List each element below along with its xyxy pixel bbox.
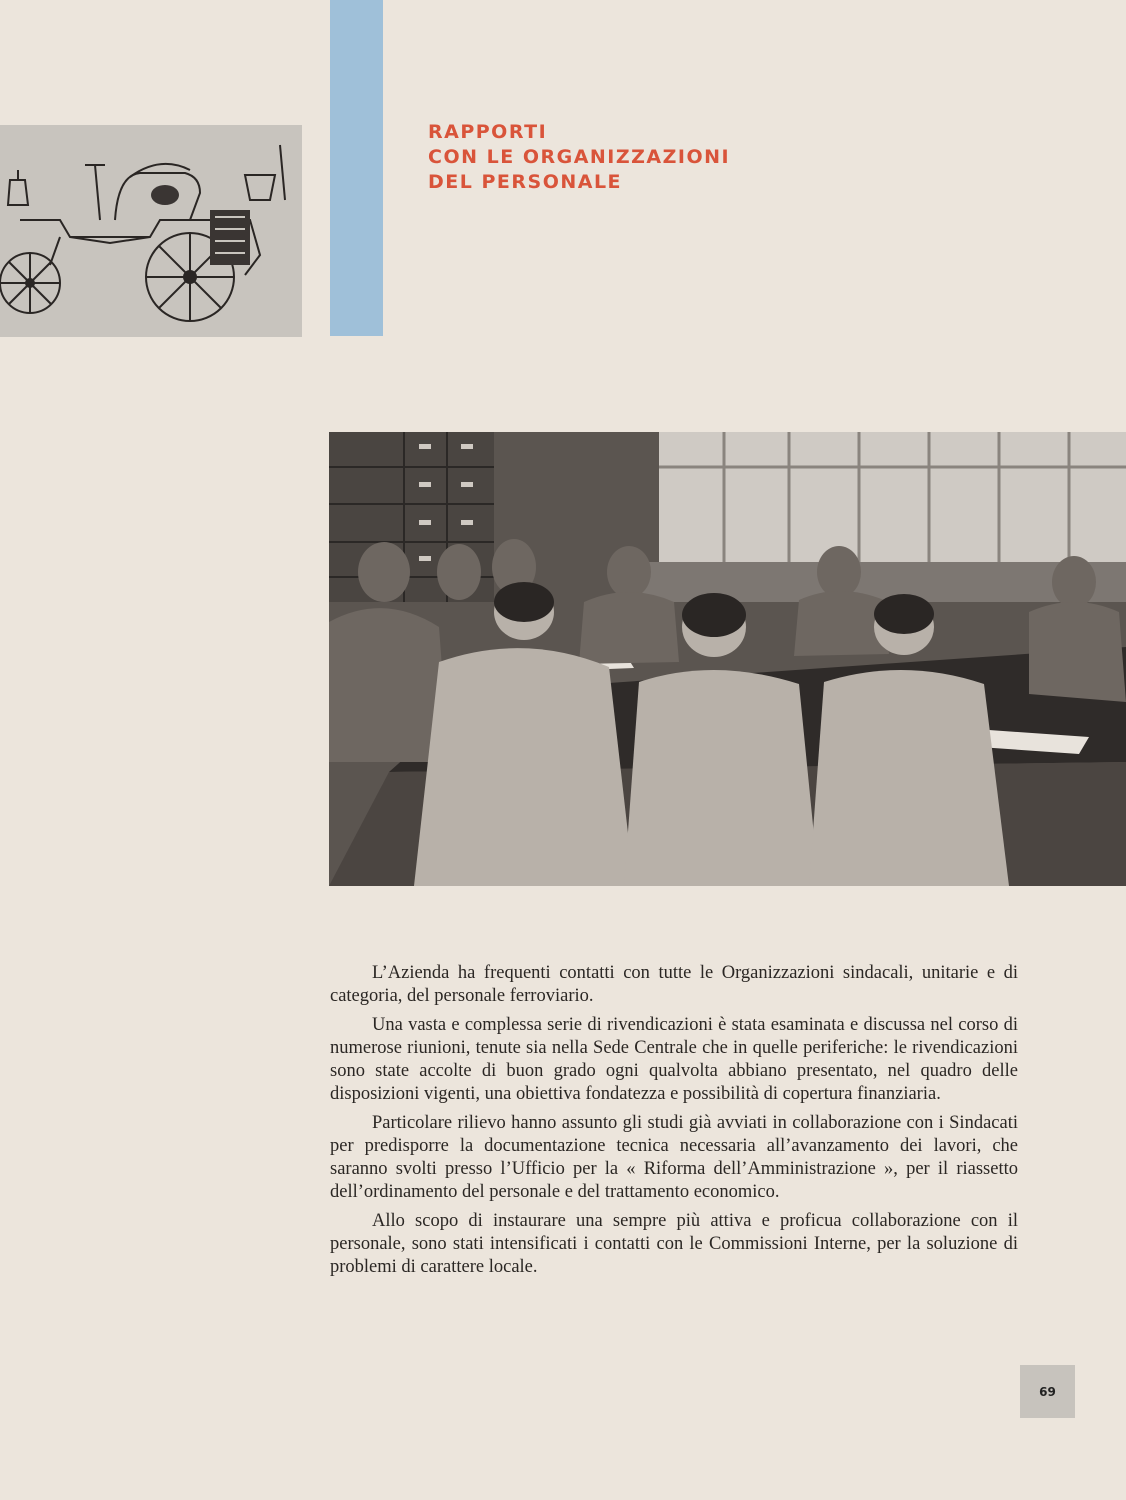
paragraph-1: L’Azienda ha frequenti contatti con tutte le Organizzazioni sindacali, unitarie e di categoria, del personale ferroviario. [330,963,1018,1006]
section-heading [428,120,848,195]
meeting-photograph [329,432,1126,886]
heading-line-2: CON LE ORGANIZZAZIONI [428,146,731,168]
body-text [330,962,1018,1279]
meeting-photo-scene [329,432,1126,886]
page-number-box [1020,1365,1075,1418]
paragraph-2: Una vasta e complessa serie di rivendicazioni è stata esaminata e discussa nel corso di numerose riunioni, tenute sia nella Sede Centrale che in quelle periferiche: le rivendicazioni sono state accolte di buon grado ogni qualvolta abbiano presentato, nel quadro delle disposizioni vigenti, una obiettiva fondatezza e possibilità di copertura finanziaria. [330,1015,1018,1104]
page-number: 69 [1039,1384,1056,1399]
paragraph-3: Particolare rilievo hanno assunto gli studi già avviati in collaborazione con i Sindacati per predisporre la documentazione tecnica necessaria all’avanzamento dei lavori, che saranno svolti presso l’Ufficio per la « Riforma dell’Amministrazione », per il riassetto dell’ordinamento del personale e del trattamento economico. [330,1113,1018,1202]
paragraph-4: Allo scopo di instaurare una sempre più attiva e proficua collaborazione con il personale, sono stati intensificati i contatti con le Commissioni Interne, per la soluzione di problemi di carattere locale. [330,1211,1018,1277]
blue-accent-band [330,0,383,336]
vintage-car-illustration [0,125,302,337]
heading-line-1: RAPPORTI [428,121,548,143]
vintage-car-drawing [0,125,302,337]
heading-line-3: DEL PERSONALE [428,171,623,193]
